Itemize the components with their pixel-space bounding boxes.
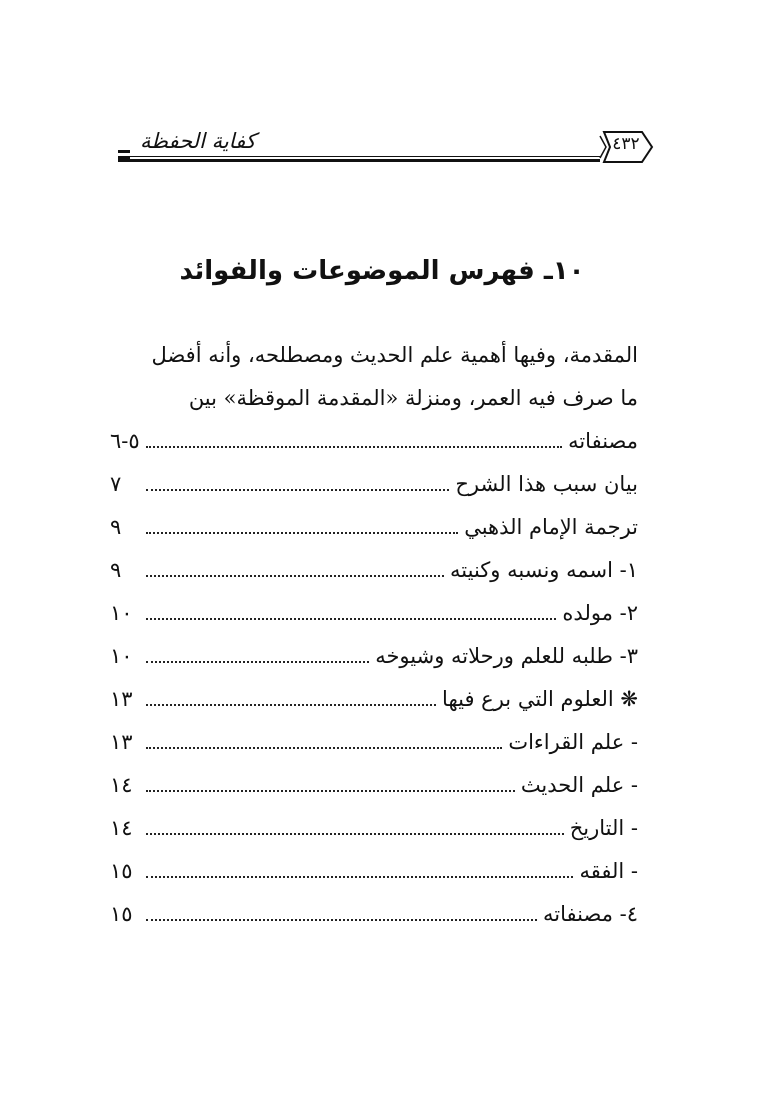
- toc-entry-label: ٣- طلبه للعلم ورحلاته وشيوخه: [375, 644, 638, 668]
- toc-entry-page: ٧: [110, 472, 122, 496]
- header-ornament-dash: [118, 150, 130, 153]
- toc-entry[interactable]: [110, 899, 638, 929]
- toc-leader-dots: [146, 445, 562, 448]
- header-rule: [118, 156, 600, 157]
- running-header-title: كفاية الحفظة: [140, 129, 256, 153]
- toc-leader-dots: [146, 488, 449, 491]
- toc-leader-dots: [146, 832, 564, 835]
- toc-entry-label: بيان سبب هذا الشرح: [455, 472, 638, 496]
- header-rule: [118, 159, 600, 162]
- toc-leader-dots: [146, 918, 537, 921]
- toc-entry-label: - علم القراءات: [508, 730, 638, 754]
- toc-entry[interactable]: [110, 512, 638, 542]
- toc-leader-dots: [146, 531, 458, 534]
- toc-entry-page: ١٠: [110, 644, 133, 668]
- toc-entry-page: ١٤: [110, 773, 133, 797]
- toc-entry-label: ❋ العلوم التي برع فيها: [442, 687, 638, 711]
- toc-leader-dots: [146, 875, 573, 878]
- toc-intro-line: ما صرف فيه العمر، ومنزلة «المقدمة الموقظة» بين: [188, 386, 638, 410]
- section-title: ١٠ـ فهرس الموضوعات والفوائد: [179, 256, 585, 286]
- toc-entry[interactable]: [110, 641, 638, 671]
- toc-entry-label: ١- اسمه ونسبه وكنيته: [450, 558, 638, 582]
- toc-entry-label: - الفقه: [579, 859, 638, 883]
- toc-leader-dots: [146, 574, 444, 577]
- toc-entry[interactable]: [110, 727, 638, 757]
- page-number: ٤٣٢: [612, 134, 640, 154]
- toc-entry-label: ٢- مولده: [562, 601, 638, 625]
- toc-leader-dots: [146, 617, 556, 620]
- toc-entry[interactable]: [110, 684, 638, 714]
- toc-entry-label: ٤- مصنفاته: [543, 902, 638, 926]
- toc-entry[interactable]: [110, 813, 638, 843]
- toc-entry-page: ١٤: [110, 816, 133, 840]
- toc-entry-page: ١٥: [110, 902, 133, 926]
- toc-leader-dots: [146, 660, 369, 663]
- toc-entry-page: ٥-٦: [110, 429, 140, 453]
- toc-entry[interactable]: [110, 555, 638, 585]
- toc-leader-dots: [146, 703, 436, 706]
- toc-entry-page: ١٠: [110, 601, 133, 625]
- toc-entry-page: ١٣: [110, 687, 133, 711]
- toc-entry[interactable]: [110, 770, 638, 800]
- toc-entry-page: ١٥: [110, 859, 133, 883]
- toc-entry-label: - التاريخ: [569, 816, 638, 840]
- toc-entry-page: ١٣: [110, 730, 133, 754]
- toc-entry-label: مصنفاته: [568, 429, 638, 453]
- toc-entry[interactable]: [110, 426, 638, 456]
- toc-entry[interactable]: [110, 598, 638, 628]
- page-number-badge: [598, 128, 654, 166]
- toc-leader-dots: [146, 789, 515, 792]
- toc-entry-label: ترجمة الإمام الذهبي: [464, 515, 638, 539]
- toc-intro-line: المقدمة، وفيها أهمية علم الحديث ومصطلحه، وأنه أفضل: [151, 343, 638, 367]
- toc-entry-page: ٩: [110, 558, 122, 582]
- toc-entry-page: ٩: [110, 515, 122, 539]
- toc-entry[interactable]: [110, 856, 638, 886]
- toc-entry[interactable]: [110, 469, 638, 499]
- toc-leader-dots: [146, 746, 502, 749]
- toc-entry-label: - علم الحديث: [520, 773, 638, 797]
